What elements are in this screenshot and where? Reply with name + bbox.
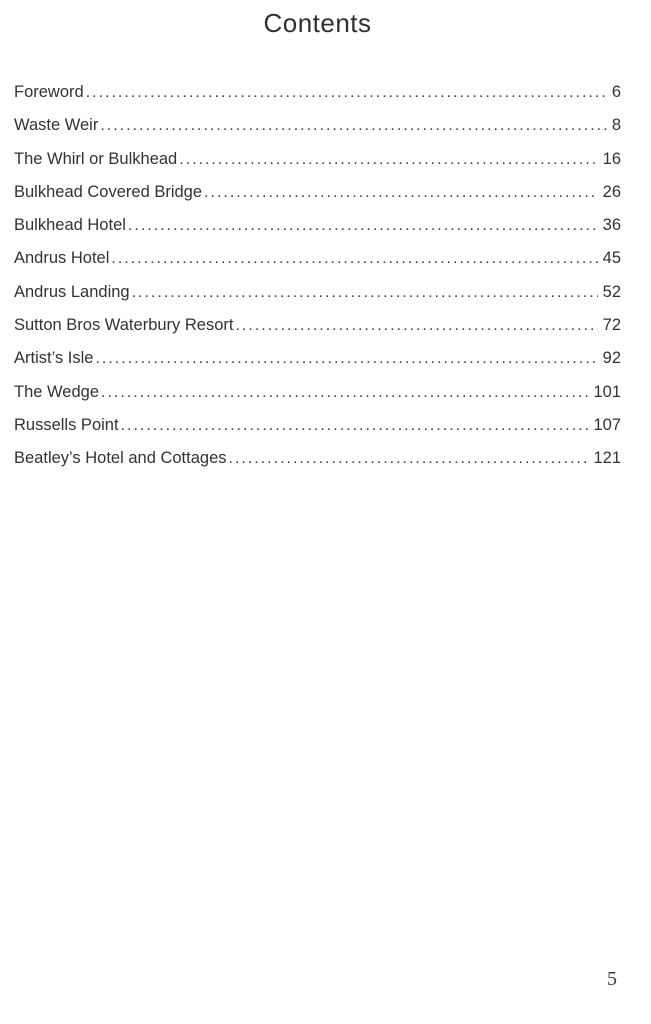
toc-entry-page: 26: [602, 182, 621, 201]
toc-dot-leader: [229, 442, 589, 475]
toc-dot-leader: [132, 276, 598, 309]
toc-entry-page: 6: [611, 83, 621, 101]
toc-dot-leader: [86, 76, 607, 109]
toc-entry-page: 8: [611, 116, 621, 135]
toc-dot-leader: [95, 342, 597, 375]
toc-dot-leader: [204, 176, 598, 209]
toc-entry: [14, 376, 621, 409]
toc-entry-label: Artist’s Isle: [14, 349, 94, 368]
toc-entry: [14, 342, 621, 375]
page-title: Contents: [263, 8, 372, 38]
toc-dot-leader: [128, 209, 598, 242]
toc-entry: [14, 409, 621, 442]
toc-entry-label: Beatley’s Hotel and Cottages: [14, 449, 227, 468]
toc-entry-page: 52: [602, 282, 621, 301]
toc-entry: [14, 143, 621, 176]
toc-entry: [14, 309, 621, 342]
toc-entry-label: Andrus Landing: [14, 282, 130, 301]
toc-entry: [14, 442, 621, 475]
toc-entry-label: Bulkhead Hotel: [14, 216, 126, 235]
toc-entry: [14, 209, 621, 242]
toc-entry-label: The Wedge: [14, 382, 99, 401]
toc-entry-label: Foreword: [14, 83, 84, 101]
toc-entry-page: 121: [593, 449, 621, 468]
toc-entry: [14, 276, 621, 309]
toc-entry-page: 101: [593, 382, 621, 401]
toc-dot-leader: [111, 242, 597, 275]
toc-dot-leader: [121, 409, 589, 442]
toc-entry: [14, 76, 621, 109]
toc-entry-page: 45: [602, 249, 621, 268]
toc-entry-label: Sutton Bros Waterbury Resort: [14, 316, 234, 335]
toc-list: [14, 76, 621, 476]
toc-entry: [14, 109, 621, 142]
footer-page-number: 5: [607, 968, 617, 990]
toc-entry: [14, 242, 621, 275]
toc-entry-page: 72: [602, 316, 621, 335]
toc-entry-label: Waste Weir: [14, 116, 99, 135]
toc-entry-page: 107: [593, 415, 621, 434]
toc-entry-label: Bulkhead Covered Bridge: [14, 182, 203, 201]
toc-entry-page: 92: [602, 349, 621, 368]
toc-dot-leader: [101, 376, 588, 409]
toc-entry-label: Russells Point: [14, 415, 119, 434]
toc-entry-page: 36: [602, 216, 621, 235]
toc-dot-leader: [100, 109, 606, 142]
toc-dot-leader: [179, 143, 597, 176]
toc-entry: [14, 176, 621, 209]
toc-entry-page: 16: [602, 149, 621, 168]
toc-entry-label: Andrus Hotel: [14, 249, 110, 268]
toc-dot-leader: [235, 309, 597, 342]
toc-entry-label: The Whirl or Bulkhead: [14, 149, 178, 168]
